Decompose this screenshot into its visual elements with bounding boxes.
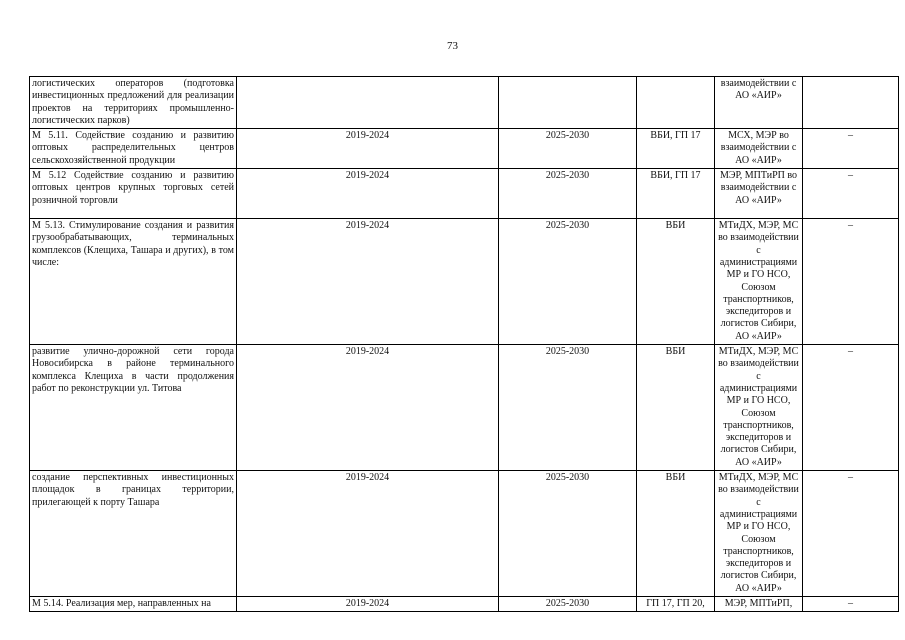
responsible-parties: взаимодействии с АО «АИР» (715, 77, 803, 129)
period-second: 2025-2030 (499, 169, 637, 219)
table-row (30, 471, 899, 597)
funding-source: ГП 17, ГП 20, (637, 596, 715, 611)
period-second: 2025-2030 (499, 219, 637, 345)
table-row (30, 219, 899, 345)
measure-description: логистических операторов (подготовка инвестиционных предложений для реализации проектов на территориях промышленно-логистических парков) (30, 77, 237, 129)
measure-description: М 5.13. Стимулирование создания и развития грузообрабатывающих, терминальных комплексов (Клещиха, Ташара и других), в том числе: (30, 219, 237, 345)
period-first: 2019-2024 (237, 471, 499, 597)
note-cell: – (803, 471, 899, 597)
table-row (30, 596, 899, 611)
period-second: 2025-2030 (499, 129, 637, 169)
period-second: 2025-2030 (499, 596, 637, 611)
responsible-parties: МЭР, МПТиРП во взаимодействии с АО «АИР» (715, 169, 803, 219)
responsible-parties: МСХ, МЭР во взаимодействии с АО «АИР» (715, 129, 803, 169)
note-cell: – (803, 345, 899, 471)
funding-source (637, 77, 715, 129)
measure-description: М 5.14. Реализация мер, направленных на (30, 596, 237, 611)
funding-source: ВБИ, ГП 17 (637, 169, 715, 219)
page-number: 73 (447, 40, 458, 52)
table-row (30, 169, 899, 219)
note-cell: – (803, 219, 899, 345)
period-second: 2025-2030 (499, 471, 637, 597)
note-cell (803, 77, 899, 129)
period-second (499, 77, 637, 129)
measure-description: М 5.12 Содействие созданию и развитию оптовых центров крупных торговых сетей розничной торговли (30, 169, 237, 219)
measure-description: создание перспективных инвестиционных площадок в границах территории, прилегающей к порту Ташара (30, 471, 237, 597)
note-cell: – (803, 169, 899, 219)
funding-source: ВБИ (637, 471, 715, 597)
period-first: 2019-2024 (237, 345, 499, 471)
measure-description: М 5.11. Содействие созданию и развитию оптовых распределительных центров сельскохозяйственной продукции (30, 129, 237, 169)
measures-table (29, 76, 899, 612)
period-first: 2019-2024 (237, 169, 499, 219)
note-cell: – (803, 129, 899, 169)
responsible-parties: МТиДХ, МЭР, МС во взаимодействии с администрациями МР и ГО НСО, Союзом транспортников, экспедиторов и логистов Сибири, АО «АИР» (715, 471, 803, 597)
period-first: 2019-2024 (237, 596, 499, 611)
table-row (30, 129, 899, 169)
funding-source: ВБИ (637, 345, 715, 471)
period-first: 2019-2024 (237, 219, 499, 345)
table-row (30, 345, 899, 471)
measure-description: развитие улично-дорожной сети города Новосибирска в районе терминального комплекса Клещиха в части продолжения работ по реконструкции ул. Титова (30, 345, 237, 471)
responsible-parties: МТиДХ, МЭР, МС во взаимодействии с администрациями МР и ГО НСО, Союзом транспортников, экспедиторов и логистов Сибири, АО «АИР» (715, 345, 803, 471)
period-first (237, 77, 499, 129)
responsible-parties: МТиДХ, МЭР, МС во взаимодействии с администрациями МР и ГО НСО, Союзом транспортников, экспедиторов и логистов Сибири, АО «АИР» (715, 219, 803, 345)
responsible-parties: МЭР, МПТиРП, (715, 596, 803, 611)
note-cell: – (803, 596, 899, 611)
period-second: 2025-2030 (499, 345, 637, 471)
table-row (30, 77, 899, 129)
period-first: 2019-2024 (237, 129, 499, 169)
funding-source: ВБИ (637, 219, 715, 345)
funding-source: ВБИ, ГП 17 (637, 129, 715, 169)
